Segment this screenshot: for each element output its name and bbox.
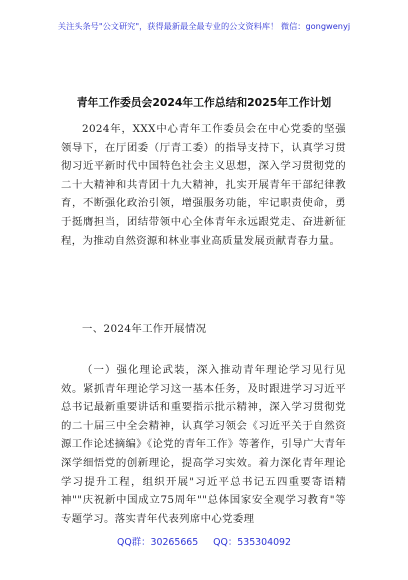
document-title: 青年工作委员会2024年工作总结和2025年工作计划 xyxy=(76,96,332,109)
body-paragraph: （一）强化理论武装，深入推动青年理论学习见行见效。紧抓青年理论学习这一基本任务，及时跟进学习习近平总书记最新重要讲话和重要指示批示精神，深入学习贯彻党的二十届三中全会精神，认真学习领会《习近平关于自然资源工作论述摘编》《论党的青年工作》等著作，引导广大青年深学细悟党的创新理论，提高学习实效。着力深化青年理论学习提升工程，组织开展"习近平总书记五四重要寄语精神""庆祝新中国成立75周年""总体国家安全观学习教育"等专题学习。落实青年代表列席中心党委理 xyxy=(61,364,346,525)
section-heading: 一、2024年工作开展情况 xyxy=(82,323,207,335)
intro-paragraph: 2024年，XXX中心青年工作委员会在中心党委的坚强领导下，在厅团委（厅青工委）的指导支持下，认真学习贯彻习近平新时代中国特色社会主义思想，深入学习贯彻党的二十大精神和共青团十九大精神，扎实开展青年干部纪律教育，不断强化政治引领，增强服务功能，牢记职责使命，勇于挺膺担当，团结带领中心全体青年永远跟党走、奋进新征程，为推动自然资源和林业事业高质量发展贡献青春力量。 xyxy=(61,123,346,247)
footer-qq-contact: QQ群：30265665 QQ：535304092 xyxy=(117,537,291,548)
header-promo-note: 关注头条号"公文研究"，获得最新最全最专业的公文资料库！ 微信：gongwenyj xyxy=(57,21,351,31)
